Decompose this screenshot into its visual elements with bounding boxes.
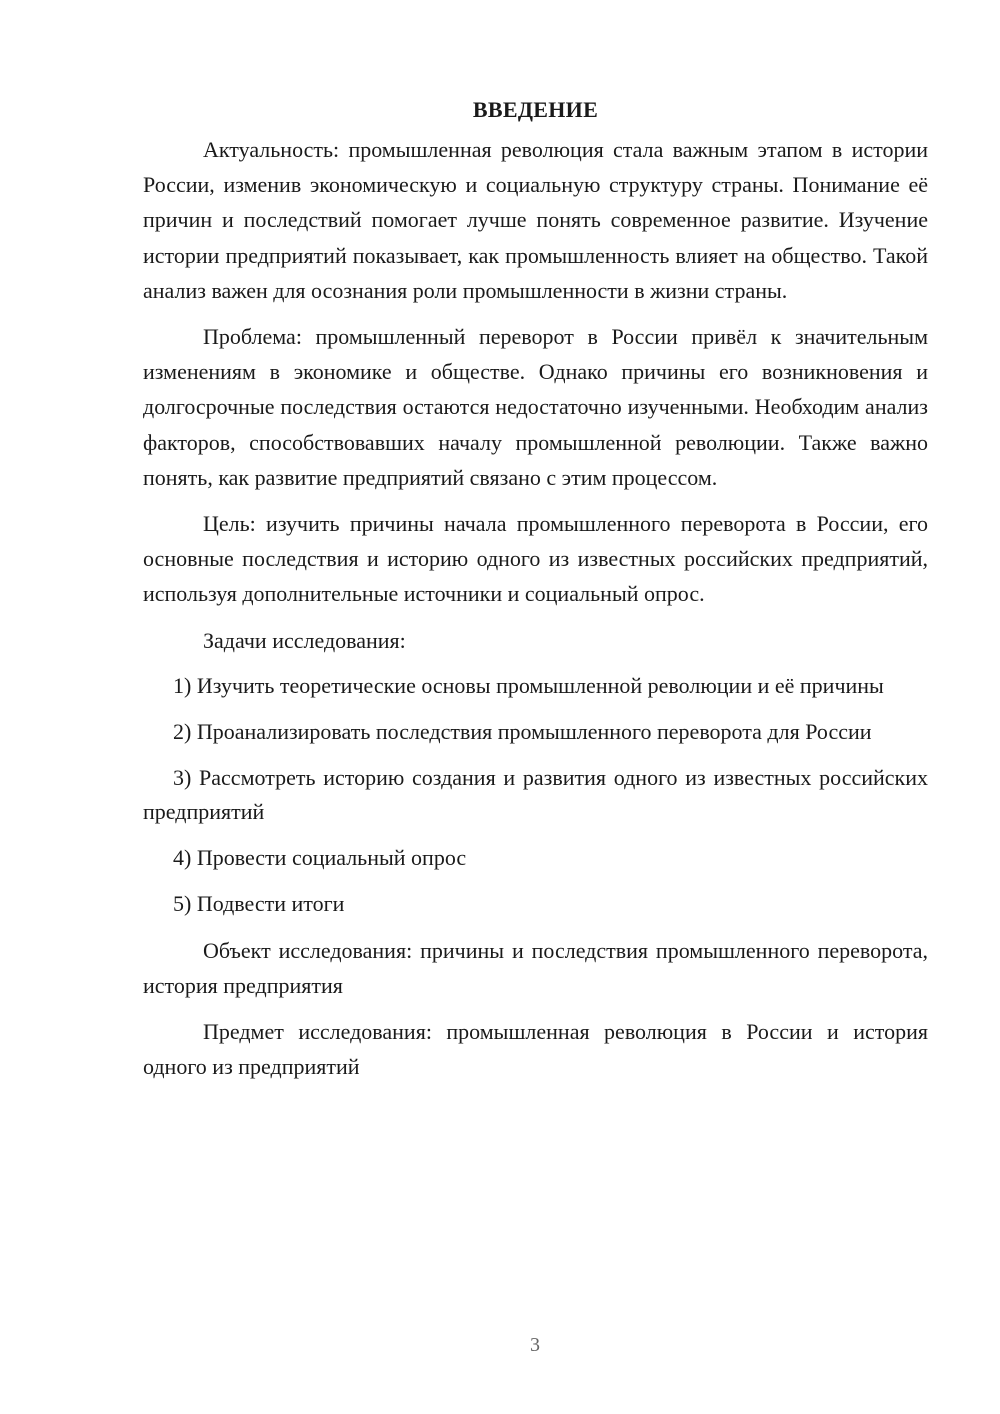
paragraph-object: Объект исследования: причины и последствия промышленного переворота, история предприятия (143, 937, 928, 999)
tasks-list (143, 669, 928, 921)
task-item-2: 2) Проанализировать последствия промышленного переворота для России (173, 718, 872, 744)
task-item-3: 3) Рассмотреть историю создания и развития одного из известных российских предприятий (143, 764, 928, 824)
paragraph-relevance: Актуальность: промышленная революция стала важным этапом в истории России, изменив экономическую и социальную структуру страны. Понимание её причин и последствий помогает лучше понять современное развитие. Изучение истории предприятий показывает, как промышленность влияет на общество. Такой анализ важен для осознания роли промышленности в жизни страны. (143, 137, 928, 303)
document-page (143, 92, 928, 1096)
page-number: 3 (530, 1334, 540, 1356)
task-item-1: 1) Изучить теоретические основы промышленной революции и её причины (173, 672, 884, 698)
task-item-5: 5) Подвести итоги (173, 890, 345, 916)
paragraph-goal: Цель: изучить причины начала промышленного переворота в России, его основные последствия и историю одного из известных российских предприятий, используя дополнительные источники и социальный опрос. (143, 511, 928, 607)
tasks-heading: Задачи исследования: (203, 627, 406, 653)
paragraph-problem: Проблема: промышленный переворот в России привёл к значительным изменениям в экономике и обществе. Однако причины его возникновения и долгосрочные последствия остаются недостаточно изученными. Необходим анализ факторов, способствовавших началу промышленной революции. Также важно понять, как развитие предприятий связано с этим процессом. (143, 324, 928, 490)
paragraph-subject: Предмет исследования: промышленная революция в России и история одного из предприятий (143, 1019, 928, 1080)
task-item-4: 4) Провести социальный опрос (173, 844, 467, 870)
document-title: ВВЕДЕНИЕ (472, 97, 599, 122)
